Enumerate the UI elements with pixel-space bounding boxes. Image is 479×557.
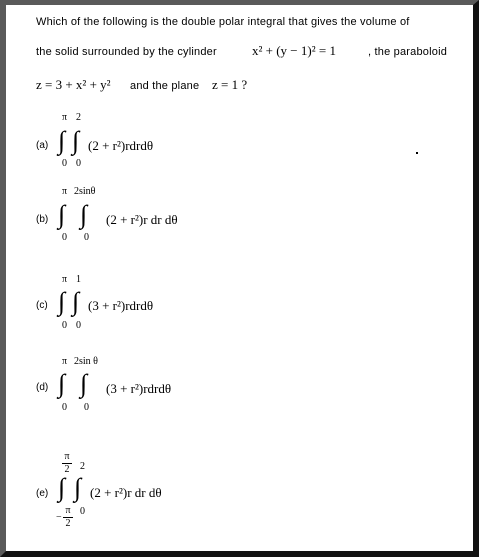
inner-lower-limit: 0 — [84, 402, 89, 413]
outer-lower-limit: 0 — [62, 320, 67, 331]
option-label: (d) — [36, 382, 49, 393]
outer-lower-limit: 0 — [62, 402, 67, 413]
integrand: (2 + r²)rdrdθ — [88, 138, 154, 153]
question-line-2-start: the solid surrounded by the cylinder — [36, 46, 217, 58]
outer-integral-sign: ∫ — [58, 126, 66, 155]
outer-upper-limit: π — [62, 186, 68, 197]
question-line-1: Which of the following is the double polar integral that gives the volume of — [36, 16, 410, 28]
question-line-3-text: and the plane — [130, 80, 200, 92]
outer-lower-limit: 0 — [62, 232, 67, 243]
integrand: (3 + r²)rdrdθ — [106, 381, 172, 396]
outer-upper-denominator: 2 — [64, 464, 70, 475]
integrand: (3 + r²)rdrdθ — [88, 298, 154, 313]
inner-lower-limit: 0 — [76, 320, 81, 331]
inner-upper-limit: 2sinθ — [74, 186, 96, 197]
option-label: (b) — [36, 214, 49, 225]
outer-upper-numerator: π — [64, 451, 70, 462]
outer-lower-sign: − — [56, 512, 62, 523]
outer-integral-sign: ∫ — [58, 473, 66, 502]
inner-integral-sign: ∫ — [80, 200, 88, 229]
inner-upper-limit: 1 — [76, 274, 81, 285]
outer-integral-sign: ∫ — [58, 369, 66, 398]
outer-lower-limit: 0 — [62, 158, 67, 169]
outer-upper-limit — [62, 452, 72, 475]
outer-integral-sign: ∫ — [58, 287, 66, 316]
outer-lower-denominator: 2 — [65, 518, 71, 529]
outer-lower-numerator: π — [65, 505, 71, 516]
paraboloid-equation: z = 3 + x² + y² — [36, 77, 111, 92]
option-label: (e) — [36, 488, 49, 499]
inner-lower-limit: 0 — [84, 232, 89, 243]
outer-lower-limit — [63, 506, 73, 529]
option-label: (a) — [36, 140, 49, 151]
stray-dot — [416, 152, 418, 154]
integrand: (2 + r²)r dr dθ — [106, 212, 178, 227]
outer-integral-sign: ∫ — [58, 200, 66, 229]
option-label: (c) — [36, 300, 48, 311]
inner-upper-limit: 2sin θ — [74, 356, 98, 367]
inner-integral-sign: ∫ — [72, 287, 80, 316]
cylinder-equation: x² + (y − 1)² = 1 — [252, 43, 336, 58]
inner-integral-sign: ∫ — [74, 473, 82, 502]
inner-upper-limit: 2 — [76, 112, 81, 123]
inner-integral-sign: ∫ — [80, 369, 88, 398]
inner-lower-limit: 0 — [76, 158, 81, 169]
inner-lower-limit: 0 — [80, 506, 85, 517]
inner-upper-limit: 2 — [80, 461, 85, 472]
outer-upper-limit: π — [62, 274, 68, 285]
plane-equation: z = 1 ? — [212, 77, 248, 92]
question-line-2 — [36, 46, 217, 58]
outer-upper-limit: π — [62, 112, 68, 123]
question-line-2-end: , the paraboloid — [368, 46, 448, 58]
inner-integral-sign: ∫ — [72, 126, 80, 155]
outer-upper-limit: π — [62, 356, 68, 367]
integrand: (2 + r²)r dr dθ — [90, 485, 162, 500]
